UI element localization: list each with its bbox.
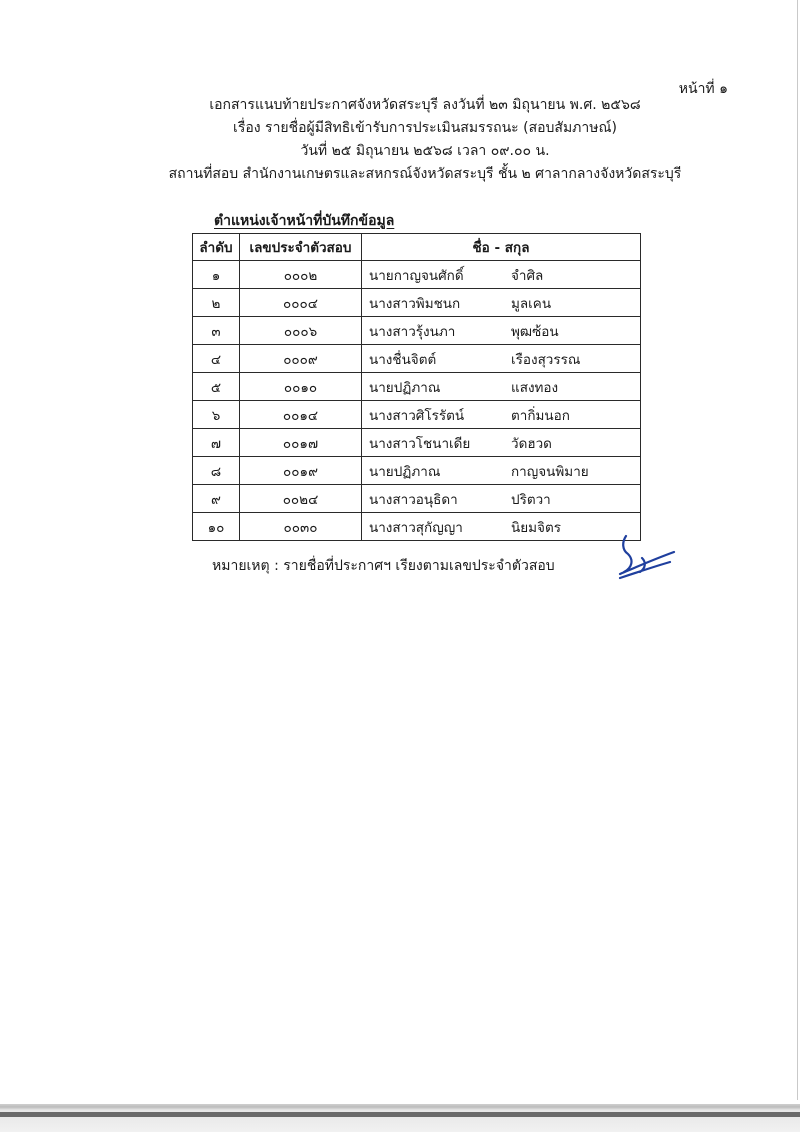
- cell-order: ๓: [193, 317, 240, 345]
- cell-order: ๖: [193, 401, 240, 429]
- cell-order: ๗: [193, 429, 240, 457]
- table-row: [193, 401, 641, 429]
- cell-full-name: [362, 429, 641, 457]
- last-name: นิยมจิตร: [511, 519, 561, 536]
- table-row: [193, 373, 641, 401]
- table-row: [193, 345, 641, 373]
- first-name: นายปฏิภาณ: [369, 463, 441, 480]
- header-line-venue: สถานที่สอบ สำนักงานเกษตรและสหกรณ์จังหวัดสระบุรี ชั้น ๒ ศาลากลางจังหวัดสระบุรี: [168, 166, 682, 182]
- first-name: นางสาวรุ้งนภา: [369, 323, 456, 340]
- cell-exam-id: ๐๐๑๐: [240, 373, 362, 401]
- header-line-annex: เอกสารแนบท้ายประกาศจังหวัดสระบุรี ลงวันที่ ๒๓ มิถุนายน พ.ศ. ๒๕๖๘: [209, 97, 641, 113]
- scan-page-edge: [797, 0, 798, 1100]
- last-name: กาญจนพิมาย: [511, 463, 589, 480]
- cell-full-name: [362, 261, 641, 289]
- cell-full-name: [362, 401, 641, 429]
- header-exam-id: เลขประจำตัวสอบ: [240, 234, 362, 261]
- first-name: นางสาวศิโรรัตน์: [369, 407, 465, 424]
- last-name: วัดฮวด: [511, 435, 552, 452]
- scanner-edge-line: [0, 1112, 800, 1117]
- cell-exam-id: ๐๐๐๔: [240, 289, 362, 317]
- cell-order: ๑: [193, 261, 240, 289]
- signature-mark: [612, 528, 682, 584]
- header-line-date-time: วันที่ ๒๕ มิถุนายน ๒๕๖๘ เวลา ๐๙.๐๐ น.: [300, 143, 550, 159]
- table-row: [193, 261, 641, 289]
- header-line-subject: เรื่อง รายชื่อผู้มีสิทธิเข้ารับการประเมินสมรรถนะ (สอบสัมภาษณ์): [233, 120, 617, 136]
- cell-exam-id: ๐๐๓๐: [240, 513, 362, 541]
- cell-full-name: [362, 289, 641, 317]
- remark-note: หมายเหตุ : รายชื่อที่ประกาศฯ เรียงตามเลขประจำตัวสอบ: [212, 558, 555, 574]
- cell-order: ๑๐: [193, 513, 240, 541]
- first-name: นางสาวพิมชนก: [369, 295, 461, 312]
- page-number: หน้าที่ ๑: [678, 81, 728, 97]
- cell-exam-id: ๐๐๑๔: [240, 401, 362, 429]
- cell-exam-id: ๐๐๐๙: [240, 345, 362, 373]
- first-name: นางสาวอนุธิดา: [369, 491, 458, 508]
- cell-full-name: [362, 485, 641, 513]
- cell-full-name: [362, 345, 641, 373]
- cell-full-name: [362, 457, 641, 485]
- cell-exam-id: ๐๐๑๗: [240, 429, 362, 457]
- position-title: ตำแหน่งเจ้าหน้าที่บันทึกข้อมูล: [214, 213, 395, 229]
- first-name: นางสาวสุกัญญา: [369, 519, 463, 536]
- cell-order: ๙: [193, 485, 240, 513]
- header-full-name: ชื่อ - สกุล: [362, 234, 641, 261]
- last-name: เรืองสุวรรณ: [511, 351, 581, 368]
- table-row: [193, 317, 641, 345]
- last-name: แสงทอง: [511, 379, 559, 396]
- table-body: [193, 261, 641, 541]
- scanner-bottom-border: [0, 1104, 800, 1132]
- cell-order: ๕: [193, 373, 240, 401]
- cell-full-name: [362, 317, 641, 345]
- cell-order: ๒: [193, 289, 240, 317]
- cell-exam-id: ๐๐๐๖: [240, 317, 362, 345]
- first-name: นายกาญจนศักดิ์: [369, 267, 464, 284]
- table-row: [193, 457, 641, 485]
- last-name: พุฒซ้อน: [511, 323, 559, 340]
- cell-exam-id: ๐๐๑๙: [240, 457, 362, 485]
- candidate-table: [192, 233, 641, 541]
- header-order: ลำดับ: [193, 234, 240, 261]
- cell-full-name: [362, 513, 641, 541]
- cell-order: ๔: [193, 345, 240, 373]
- first-name: นางสาวโชนาเดีย: [369, 435, 471, 452]
- cell-order: ๘: [193, 457, 240, 485]
- table-header-row: [193, 234, 641, 261]
- last-name: ตากิ่มนอก: [511, 407, 570, 424]
- last-name: จำศิล: [511, 267, 544, 284]
- table-row: [193, 429, 641, 457]
- first-name: นายปฏิภาณ: [369, 379, 441, 396]
- cell-exam-id: ๐๐๒๔: [240, 485, 362, 513]
- first-name: นางชื่นจิตต์: [369, 351, 437, 368]
- last-name: ปริตวา: [511, 491, 551, 508]
- cell-full-name: [362, 373, 641, 401]
- cell-exam-id: ๐๐๐๒: [240, 261, 362, 289]
- table-row: [193, 485, 641, 513]
- document-header: [140, 94, 710, 186]
- table-row: [193, 513, 641, 541]
- table-row: [193, 289, 641, 317]
- last-name: มูลเคน: [511, 295, 552, 312]
